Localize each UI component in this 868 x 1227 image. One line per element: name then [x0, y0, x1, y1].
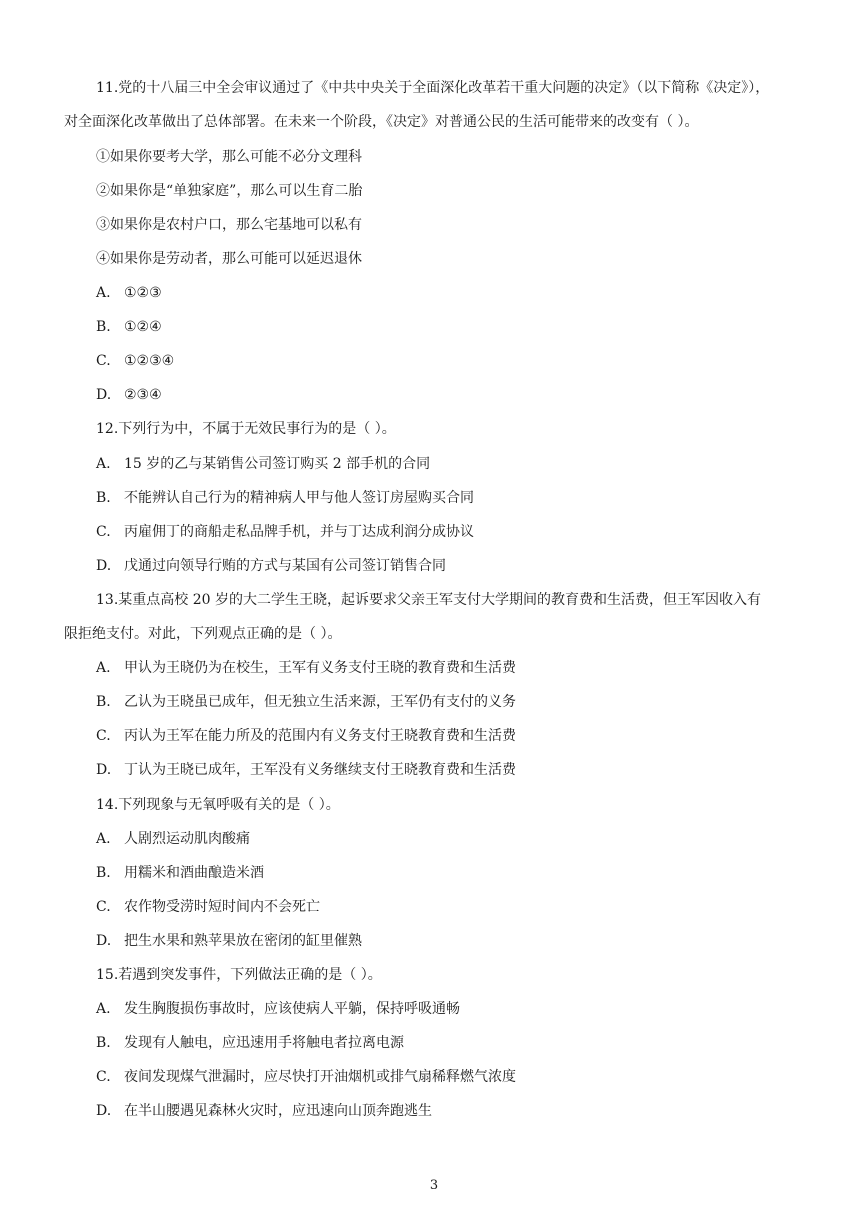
option-letter: C.: [96, 353, 111, 369]
question-14-option-c: [96, 897, 320, 917]
question-11-option-a: [96, 283, 162, 303]
option-text: 夜间发现煤气泄漏时，应尽快打开油烟机或排气扇稀释燃气浓度: [124, 1069, 516, 1085]
option-text: ①②③: [124, 285, 162, 301]
option-letter: C.: [96, 728, 111, 744]
option-letter: A.: [96, 456, 111, 472]
question-13-option-c: [96, 726, 516, 746]
question-11-stem: 11.党的十八届三中全会审议通过了《中共中央关于全面深化改革若干重大问题的决定》（以下简称《决定》），: [96, 80, 770, 96]
option-letter: A.: [96, 285, 111, 301]
question-11-statement-2: ②如果你是“单独家庭”，那么可以生育二胎: [96, 183, 363, 199]
option-text: 甲认为王晓仍为在校生，王军有义务支付王晓的教育费和生活费: [124, 660, 516, 676]
option-text: 不能辨认自己行为的精神病人甲与他人签订房屋购买合同: [124, 490, 474, 506]
option-text: 用糯米和酒曲酿造米酒: [124, 865, 264, 881]
option-letter: B.: [96, 694, 111, 710]
question-12-option-a: [96, 454, 430, 474]
option-letter: D.: [96, 387, 112, 403]
question-15-option-d: [96, 1101, 432, 1121]
option-letter: D.: [96, 1103, 112, 1119]
option-letter: B.: [96, 865, 111, 881]
page-number: 3: [429, 1178, 439, 1193]
option-text: ①②③④: [124, 353, 175, 369]
question-13-option-a: [96, 658, 516, 678]
option-text: 在半山腰遇见森林火灾时，应迅速向山顶奔跑逃生: [124, 1103, 432, 1119]
question-12-option-d: [96, 556, 446, 576]
question-15-stem: 15.若遇到突发事件，下列做法正确的是（ ）。: [96, 967, 382, 983]
option-text: 把生水果和熟苹果放在密闭的缸里催熟: [124, 933, 362, 949]
question-11-option-c: [96, 351, 174, 371]
question-13-option-d: [96, 760, 516, 780]
question-14-option-a: [96, 829, 250, 849]
question-11-statement-4: ④如果你是劳动者，那么可能可以延迟退休: [96, 251, 362, 267]
option-letter: C.: [96, 899, 111, 915]
question-11-stem-continued: 对全面深化改革做出了总体部署。在未来一个阶段，《决定》对普通公民的生活可能带来的改变有（ ）。: [64, 114, 699, 130]
option-text: 丁认为王晓已成年，王军没有义务继续支付王晓教育费和生活费: [124, 762, 516, 778]
question-12-stem: 12.下列行为中，不属于无效民事行为的是（ ）。: [96, 421, 396, 437]
option-letter: B.: [96, 319, 111, 335]
question-11-option-d: [96, 385, 162, 405]
question-13-stem: 13.某重点高校 20 岁的大二学生王晓，起诉要求父亲王军支付大学期间的教育费和生活费，但王军因收入有: [96, 592, 761, 608]
option-text: 乙认为王晓虽已成年，但无独立生活来源，王军仍有支付的义务: [124, 694, 516, 710]
question-15-option-c: [96, 1067, 516, 1087]
option-text: 人剧烈运动肌肉酸痛: [124, 831, 250, 847]
option-letter: A.: [96, 660, 111, 676]
option-text: 农作物受涝时短时间内不会死亡: [124, 899, 320, 915]
option-letter: C.: [96, 1069, 111, 1085]
question-14-stem: 14.下列现象与无氧呼吸有关的是（ ）。: [96, 797, 340, 813]
question-11-option-b: [96, 317, 162, 337]
option-text: 发现有人触电，应迅速用手将触电者拉离电源: [124, 1035, 404, 1051]
option-text: 15 岁的乙与某销售公司签订购买 2 部手机的合同: [124, 456, 431, 472]
option-text: 丙雇佣丁的商船走私品牌手机，并与丁达成利润分成协议: [124, 524, 474, 540]
option-letter: D.: [96, 558, 112, 574]
question-15-option-a: [96, 999, 460, 1019]
question-11-statement-3: ③如果你是农村户口，那么宅基地可以私有: [96, 217, 362, 233]
question-13-stem-continued: 限拒绝支付。对此，下列观点正确的是（ ）。: [64, 626, 342, 642]
option-letter: C.: [96, 524, 111, 540]
question-14-option-d: [96, 931, 362, 951]
option-letter: A.: [96, 831, 111, 847]
option-letter: D.: [96, 762, 112, 778]
option-letter: A.: [96, 1001, 111, 1017]
option-letter: B.: [96, 490, 111, 506]
question-12-option-b: [96, 488, 474, 508]
option-letter: B.: [96, 1035, 111, 1051]
question-13-option-b: [96, 692, 516, 712]
question-14-option-b: [96, 863, 264, 883]
option-text: 发生胸腹损伤事故时，应该使病人平躺，保持呼吸通畅: [124, 1001, 460, 1017]
question-12-option-c: [96, 522, 474, 542]
option-text: ②③④: [124, 387, 162, 403]
option-text: 戊通过向领导行贿的方式与某国有公司签订销售合同: [124, 558, 446, 574]
option-text: 丙认为王军在能力所及的范围内有义务支付王晓教育费和生活费: [124, 728, 516, 744]
question-15-option-b: [96, 1033, 404, 1053]
option-letter: D.: [96, 933, 112, 949]
option-text: ①②④: [124, 319, 162, 335]
question-11-statement-1: ①如果你要考大学，那么可能不必分文理科: [96, 149, 362, 165]
